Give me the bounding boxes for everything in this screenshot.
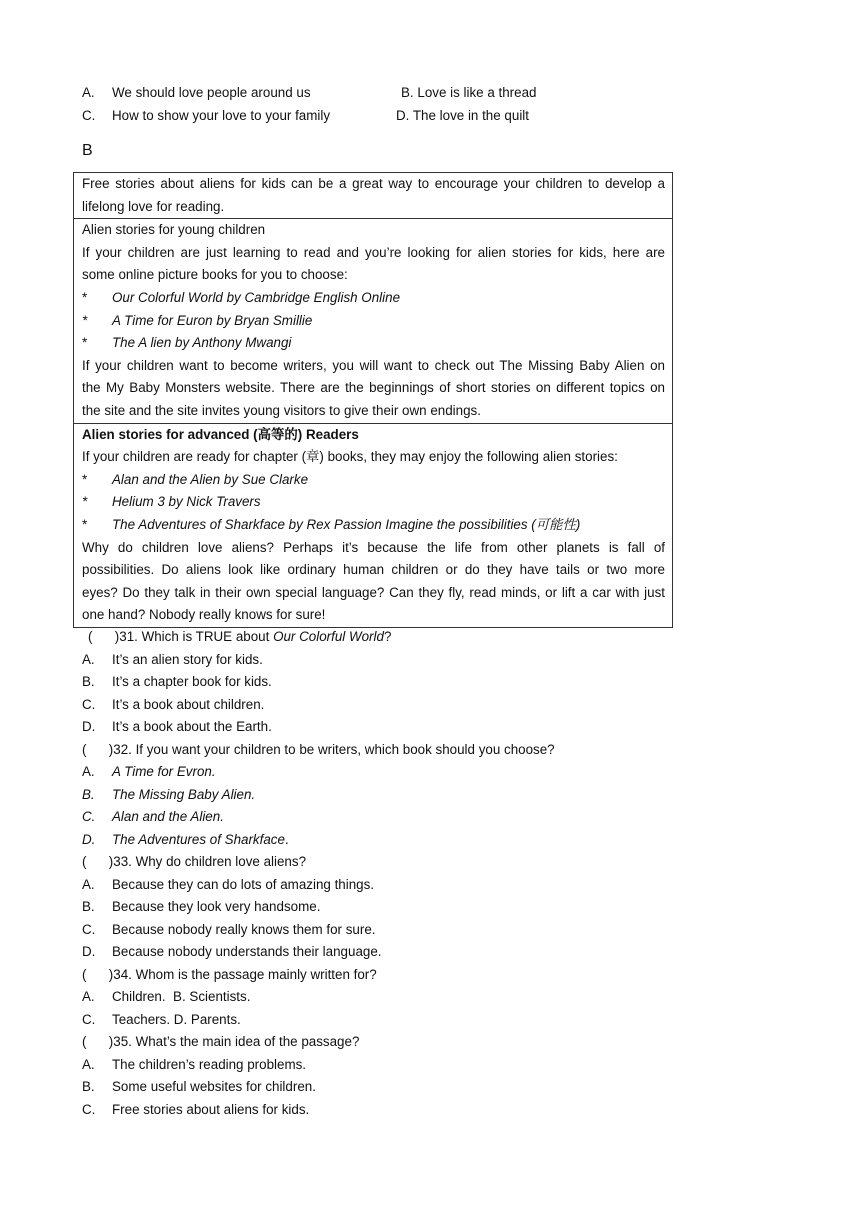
intro-line: lifelong love for reading. bbox=[82, 198, 225, 214]
book-title: Helium 3 by Nick Travers bbox=[112, 494, 261, 510]
option-a-text: We should love people around us bbox=[112, 85, 311, 100]
option-letter: C. bbox=[82, 1012, 96, 1027]
option-letter: D. bbox=[82, 944, 96, 959]
why-line: eyes? Do they talk in their own special language? Can they fly, read minds, or lift a car with just bbox=[82, 584, 665, 600]
young-heading: Alien stories for young children bbox=[82, 222, 266, 238]
young-line: some online picture books for you to choose: bbox=[82, 267, 348, 283]
why-line: possibilities. Do aliens look like ordinary human children or do they have tails or two more bbox=[82, 562, 665, 578]
option-text: Because nobody understands their language. bbox=[112, 944, 382, 959]
book-item bbox=[82, 310, 665, 333]
question-31-stem bbox=[88, 626, 391, 648]
option-letter: B. bbox=[82, 899, 95, 914]
prev-options-row-2 bbox=[82, 105, 330, 127]
young-line: If your children are just learning to read and you’re looking for alien stories for kids, here are bbox=[82, 244, 665, 260]
book-item bbox=[82, 491, 665, 514]
bullet-mark: * bbox=[82, 471, 88, 487]
q33-option[interactable] bbox=[82, 874, 374, 896]
book-title: A Time for Euron by Bryan Smillie bbox=[112, 312, 313, 328]
why-line: Why do children love aliens? Perhaps it’s because the life from other planets is fall of bbox=[82, 539, 665, 555]
option-letter: D. bbox=[82, 719, 96, 734]
q32-option[interactable] bbox=[82, 784, 255, 806]
option-letter: C. bbox=[82, 922, 96, 937]
q34-option[interactable] bbox=[82, 986, 250, 1008]
option-letter: A. bbox=[82, 877, 95, 892]
option-d: D. The love in the quilt bbox=[396, 108, 529, 123]
prev-options-row-1 bbox=[82, 82, 311, 104]
option-letter: C. bbox=[82, 697, 96, 712]
option-text: A Time for Evron. bbox=[112, 764, 216, 779]
option-letter: C. bbox=[82, 108, 96, 123]
writers-line: the My Baby Monsters website. There are the beginnings of short stories on different topics on bbox=[82, 380, 665, 396]
bullet-mark: * bbox=[82, 335, 88, 351]
young-children-cell bbox=[74, 218, 672, 422]
writers-line: If your children want to become writers, you will want to check out The Missing Baby Alien on bbox=[82, 357, 665, 373]
option-text: The children’s reading problems. bbox=[112, 1057, 307, 1072]
advanced-heading: Alien stories for advanced (高等的) Readers bbox=[82, 426, 359, 442]
option-letter: B. bbox=[82, 1079, 95, 1094]
option-c-text: How to show your love to your family bbox=[112, 108, 331, 123]
passage-intro-cell bbox=[74, 173, 672, 218]
q33-option[interactable] bbox=[82, 941, 382, 963]
book-item bbox=[82, 469, 665, 492]
book-item bbox=[82, 332, 665, 355]
q31-option[interactable] bbox=[82, 671, 272, 693]
q35-option[interactable] bbox=[82, 1099, 309, 1121]
bullet-mark: * bbox=[82, 312, 88, 328]
section-label: B bbox=[82, 142, 93, 159]
option-letter: D. bbox=[82, 832, 96, 847]
option-text: It’s an alien story for kids. bbox=[112, 652, 263, 667]
q31-option[interactable] bbox=[82, 649, 263, 671]
option-letter: A. bbox=[82, 85, 95, 100]
q34-option[interactable] bbox=[82, 1009, 241, 1031]
option-text: Teachers. D. Parents. bbox=[112, 1012, 241, 1027]
option-text: Children. B. Scientists. bbox=[112, 989, 251, 1004]
bullet-mark: * bbox=[82, 494, 88, 510]
q31-option[interactable] bbox=[82, 694, 264, 716]
option-text: It’s a book about the Earth. bbox=[112, 719, 272, 734]
option-suffix: . bbox=[284, 832, 289, 847]
bullet-mark: * bbox=[82, 516, 88, 532]
book-title: The Adventures of Sharkface by Rex Passion Imagine the possibilities (可能性) bbox=[112, 516, 581, 532]
advanced-line: If your children are ready for chapter (章) books, they may enjoy the following alien stories: bbox=[82, 449, 618, 465]
option-b: B. Love is like a thread bbox=[401, 85, 537, 100]
option-text: Because they can do lots of amazing things. bbox=[112, 877, 375, 892]
question-35-stem: ( )35. What’s the main idea of the passage? bbox=[82, 1034, 360, 1049]
question-33-stem: ( )33. Why do children love aliens? bbox=[82, 854, 307, 869]
option-letter: A. bbox=[82, 1057, 95, 1072]
q35-option[interactable] bbox=[82, 1054, 306, 1076]
option-letter: A. bbox=[82, 652, 95, 667]
q32-option[interactable] bbox=[82, 829, 289, 851]
stem-title: Our Colorful World bbox=[273, 629, 384, 644]
question-34-stem: ( )34. Whom is the passage mainly written for? bbox=[82, 967, 377, 982]
q33-option[interactable] bbox=[82, 896, 320, 918]
bullet-mark: * bbox=[82, 289, 88, 305]
book-title: Our Colorful World by Cambridge English Online bbox=[112, 289, 401, 305]
q31-option[interactable] bbox=[82, 716, 272, 738]
option-text: Alan and the Alien. bbox=[112, 809, 224, 824]
option-letter: C. bbox=[82, 1102, 96, 1117]
question-32-stem: ( )32. If you want your children to be writers, which book should you choose? bbox=[82, 742, 555, 757]
option-letter: C. bbox=[82, 809, 96, 824]
option-text: Some useful websites for children. bbox=[112, 1079, 316, 1094]
option-letter: B. bbox=[82, 787, 95, 802]
q32-option[interactable] bbox=[82, 761, 216, 783]
option-text: The Adventures of Sharkface bbox=[112, 832, 285, 847]
q33-option[interactable] bbox=[82, 919, 375, 941]
advanced-readers-cell bbox=[74, 423, 672, 627]
why-line: one hand? Nobody really knows for sure! bbox=[82, 607, 326, 623]
option-text: Free stories about aliens for kids. bbox=[112, 1102, 310, 1117]
option-text: It’s a chapter book for kids. bbox=[112, 674, 272, 689]
option-letter: B. bbox=[82, 674, 95, 689]
option-text: Because they look very handsome. bbox=[112, 899, 321, 914]
stem-text: ? bbox=[383, 629, 392, 644]
intro-line: Free stories about aliens for kids can be a great way to encourage your children to develop a bbox=[82, 176, 665, 191]
writers-line: the site and the site invites young visitors to give their own endings. bbox=[82, 402, 481, 418]
option-text: It’s a book about children. bbox=[112, 697, 265, 712]
q35-option[interactable] bbox=[82, 1076, 316, 1098]
option-letter: A. bbox=[82, 764, 95, 779]
book-title: Alan and the Alien by Sue Clarke bbox=[112, 471, 309, 487]
option-text: The Missing Baby Alien. bbox=[112, 787, 256, 802]
option-letter: A. bbox=[82, 989, 95, 1004]
book-item bbox=[82, 287, 665, 310]
q32-option[interactable] bbox=[82, 806, 224, 828]
stem-text: ( )31. Which is TRUE about bbox=[88, 629, 274, 644]
option-text: Because nobody really knows them for sure. bbox=[112, 922, 376, 937]
book-item bbox=[82, 514, 665, 537]
book-title: The A lien by Anthony Mwangi bbox=[112, 335, 292, 351]
passage-table bbox=[73, 172, 673, 628]
